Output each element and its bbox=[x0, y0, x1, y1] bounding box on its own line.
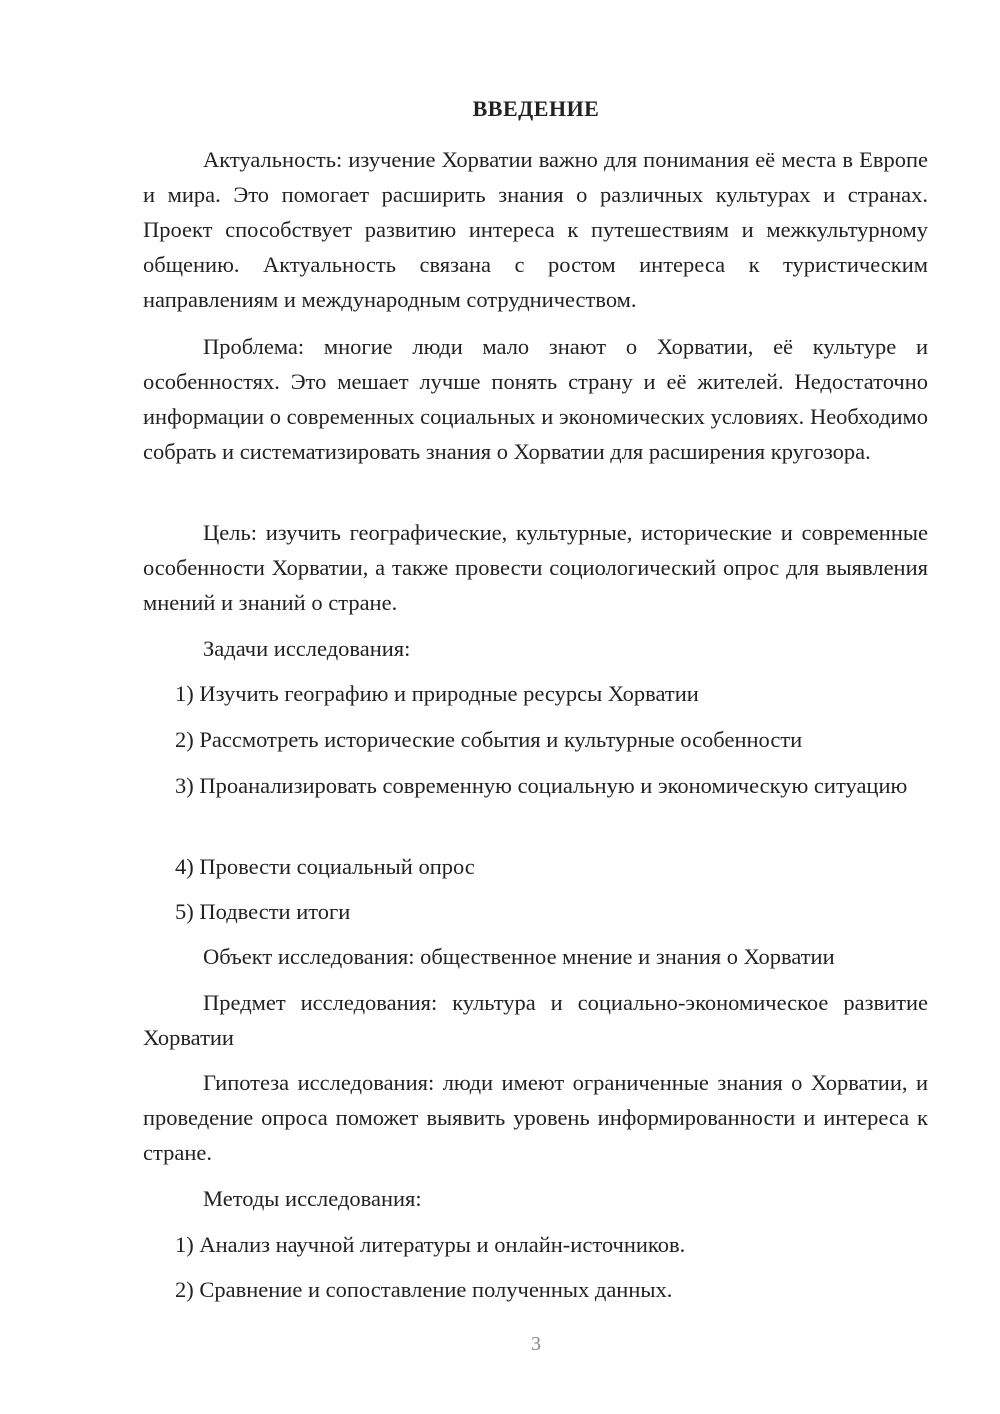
task-item-1: 1) Изучить географию и природные ресурсы Хорватии bbox=[175, 681, 699, 706]
page-number: 3 bbox=[531, 1333, 541, 1355]
page-title: ВВЕДЕНИЕ bbox=[472, 96, 600, 121]
task-item-3: 3) Проанализировать современную социальную и экономическую ситуацию bbox=[175, 773, 908, 798]
method-item-1: 1) Анализ научной литературы и онлайн-источников. bbox=[175, 1232, 686, 1257]
subject-paragraph: Предмет исследования: культура и социально-экономическое развитие Хорватии bbox=[143, 990, 928, 1050]
task-item-5: 5) Подвести итоги bbox=[175, 899, 351, 924]
method-item-2: 2) Сравнение и сопоставление полученных данных. bbox=[175, 1277, 673, 1302]
hypothesis-paragraph: Гипотеза исследования: люди имеют ограниченные знания о Хорватии, и проведение опроса поможет выявить уровень информированности и интереса к стране. bbox=[143, 1070, 928, 1165]
goal-paragraph: Цель: изучить географические, культурные, исторические и современные особенности Хорватии, а также провести социологический опрос для выявления мнений и знаний о стране. bbox=[143, 520, 928, 615]
relevance-paragraph: Актуальность: изучение Хорватии важно для понимания её места в Европе и мира. Это помогает расширить знания о различных культурах и странах. Проект способствует развитию интереса к путешествиям и межкультурному общению. Актуальность связана с ростом интереса к туристическим направлениям и международным сотрудничеством. bbox=[143, 147, 928, 312]
object-paragraph: Объект исследования: общественное мнение и знания о Хорватии bbox=[203, 944, 835, 969]
problem-paragraph: Проблема: многие люди мало знают о Хорватии, её культуре и особенностях. Это мешает лучше понять страну и её жителей. Недостаточно информации о современных социальных и экономических условиях. Необходимо собрать и систематизировать знания о Хорватии для расширения кругозора. bbox=[143, 334, 928, 464]
methods-heading: Методы исследования: bbox=[203, 1186, 422, 1211]
task-item-2: 2) Рассмотреть исторические события и культурные особенности bbox=[175, 727, 803, 752]
task-item-4: 4) Провести социальный опрос bbox=[175, 854, 475, 879]
tasks-heading: Задачи исследования: bbox=[203, 636, 411, 661]
